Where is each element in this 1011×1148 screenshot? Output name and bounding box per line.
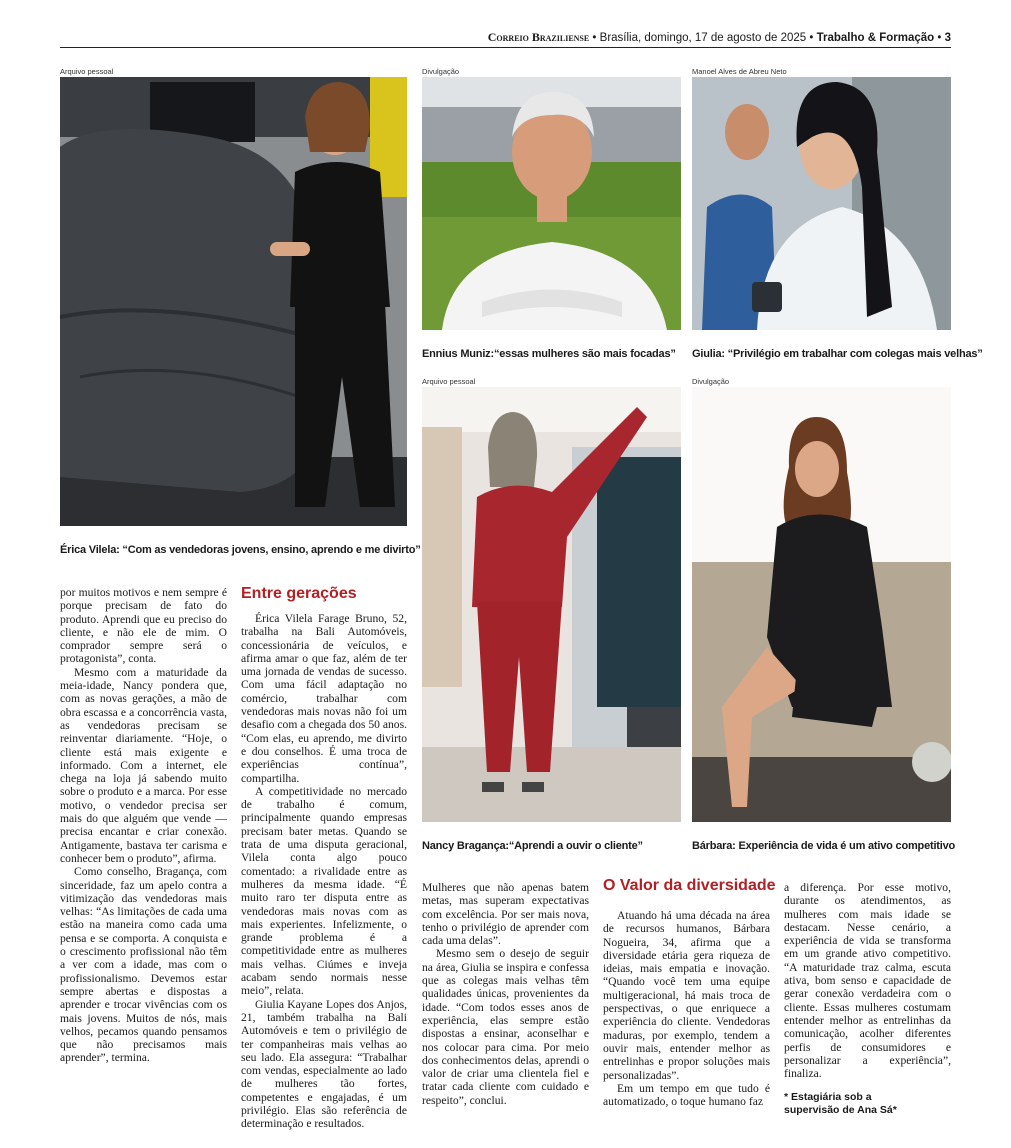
photo-caption-erica: Érica Vilela: “Com as vendedoras jovens, ensino, aprendo e me divirto” bbox=[60, 544, 421, 556]
photo-barbara bbox=[692, 387, 951, 822]
photo-credit-ennius: Divulgação bbox=[422, 67, 460, 76]
photo-credit-erica: Arquivo pessoal bbox=[60, 67, 114, 76]
photo-caption-barbara: Bárbara: Experiência de vida é um ativo competitivo bbox=[692, 840, 956, 852]
article-column-3 bbox=[422, 881, 589, 1107]
page-number: 3 bbox=[944, 32, 951, 44]
paragraph: A competitividade no mercado de trabalho é comum, principalmente quando empresas precisam bater metas. Quando se trata de uma disputa geracional, Vilela conta algo pouco comentado: a rivalidade entre as mulheres da mesma idade. “É muito raro ter disputa entre as vendedoras mais novas com as mais experientes. Infelizmente, o grande problema é a competitividade entre as mulheres mais velhas. Ciúmes e inveja acabam sendo normais nesse meio”, relata. bbox=[241, 784, 407, 998]
paragraph: Em um tempo em que tudo é automatizado, o toque humano faz bbox=[603, 1081, 770, 1109]
subhead-entre-geracoes: Entre gerações bbox=[241, 585, 357, 602]
photo-caption-ennius: Ennius Muniz:“essas mulheres são mais focadas” bbox=[422, 348, 676, 360]
section-name: Trabalho & Formação bbox=[816, 32, 935, 44]
photo-credit-barbara: Divulgação bbox=[692, 377, 730, 386]
photo-erica bbox=[60, 77, 407, 526]
article-column-2 bbox=[241, 612, 407, 1131]
page-separator: • bbox=[934, 32, 945, 44]
photo-credit-giulia: Manoel Alves de Abreu Neto bbox=[692, 67, 787, 76]
author-signoff: * Estagiária sob a supervisão de Ana Sá* bbox=[784, 1091, 897, 1116]
header-rule bbox=[60, 47, 951, 48]
photo-ennius bbox=[422, 77, 681, 330]
photo-giulia bbox=[692, 77, 951, 330]
paragraph: Atuando há uma década na área de recursos humanos, Bárbara Nogueira, 34, afirma que a diversidade etária gera riqueza de ideias, mais empatia e inovação. “Quando você tem uma equipe multigeracional, há mais troca de perspectivas, o que enriquece a experiência do cliente. Vendedoras maduras, por exemplo, tendem a ouvir mais, entender melhor as entrelinhas e propor soluções mais personalizadas”. bbox=[603, 909, 770, 1082]
paragraph: Mesmo com a maturidade da meia-idade, Nancy pondera que, com as novas gerações, a mão de obra escassa e a concorrência vasta, as vendedoras precisam se reinventar diariamente. “Hoje, o cliente está mais exigente e informado. Com a internet, ele chega na loja já sabendo muito sobre o produto e a marca. Por esse motivo, o vendedor precisa ser mais do que alguém que vende — precisa encantar e criar conexão. Antigamente, bastava ter carisma e conhecer bem o produto”, afirma. bbox=[60, 665, 227, 865]
paragraph: a diferença. Por esse motivo, durante os atendimentos, as mulheres com mais idade se destacam. Nesse cenário, a experiência de vida se transforma em um grande ativo competitivo. “A maturidade traz calma, escuta ativa, bom senso e capacidade de gerar conexão verdadeira com o cliente. Essas mulheres costumam entender melhor as entrelinhas da comunicação, acolher diferentes perfis de consumidores e personalizar a experiência”, finaliza. bbox=[784, 881, 951, 1081]
paragraph: Érica Vilela Farage Bruno, 52, trabalha na Bali Automóveis, concessionária de veículos, e afirma amar o que faz, além de ter uma jornada de vendas de sucesso. Com uma fácil adaptação no comércio, trabalhar com vendedoras mais novas não foi um desafio com a chegada dos 50 anos. “Com elas, eu aprendo, me divirto e dou conselhos. É uma troca de experiências contínua”, compartilha. bbox=[241, 612, 407, 785]
photo-nancy bbox=[422, 387, 681, 822]
paragraph: Mulheres que não apenas batem metas, mas superam expectativas com excelência. Por ser mais nova, tenho o privilégio de aprender com cada uma delas”. bbox=[422, 881, 589, 948]
newspaper-brand: Correio Braziliense bbox=[487, 30, 590, 44]
article-column-1 bbox=[60, 586, 227, 1065]
article-column-5 bbox=[784, 881, 951, 1080]
photo-credit-nancy: Arquivo pessoal bbox=[422, 377, 476, 386]
photo-caption-nancy: Nancy Bragança:“Aprendi a ouvir o cliente” bbox=[422, 840, 643, 852]
photo-caption-giulia: Giulia: “Privilégio em trabalhar com colegas mais velhas” bbox=[692, 348, 983, 360]
paragraph: por muitos motivos e nem sempre é porque precisam de fato do produto. Aprendi que eu preciso do cliente, e não ele de mim. O comprador sempre será o protagonista”, conta. bbox=[60, 586, 227, 666]
dateline: • Brasília, domingo, 17 de agosto de 2025 • bbox=[589, 32, 817, 44]
subhead-valor-diversidade: O Valor da diversidade bbox=[603, 877, 776, 894]
paragraph: Giulia Kayane Lopes dos Anjos, 21, também trabalha na Bali Automóveis e tem o privilégio de ter companheiras mais velhas ao seu lado. Ela assegura: “Trabalhar com vendas, especialmente ao lado de mulheres tão fortes, competentes e engajadas, é um privilégio. Elas são referência de determinação e resultados. bbox=[241, 997, 407, 1131]
article-column-4 bbox=[603, 909, 770, 1108]
page-header bbox=[60, 30, 951, 48]
paragraph: Como conselho, Bragança, com sinceridade, faz um apelo contra a vitimização das vendedoras mais velhas: “As limitações de cada uma estão na maneira como cada uma pensa e se comporta. A conquista e o crescimento profissional não têm a ver com a idade, mas com o profissionalismo. Devemos estar sempre abertas e dispostas a aprender e trocar vivências com os mais jovens. Muitos de nós, mais velhos, pecamos quando pensamos que não precisamos mais aprender”, termina. bbox=[60, 865, 227, 1065]
paragraph: Mesmo sem o desejo de seguir na área, Giulia se inspira e confessa que as colegas mais velhas têm qualidades únicas, provenientes da idade. “Com todos esses anos de experiência, elas sempre estão dispostas a ensinar, aconselhar e nos colocar para cima. Por meio dos conhecimentos delas, aprendi o valor de criar uma clientela fiel e tratar cada cliente com cuidado e respeito”, conclui. bbox=[422, 947, 589, 1107]
